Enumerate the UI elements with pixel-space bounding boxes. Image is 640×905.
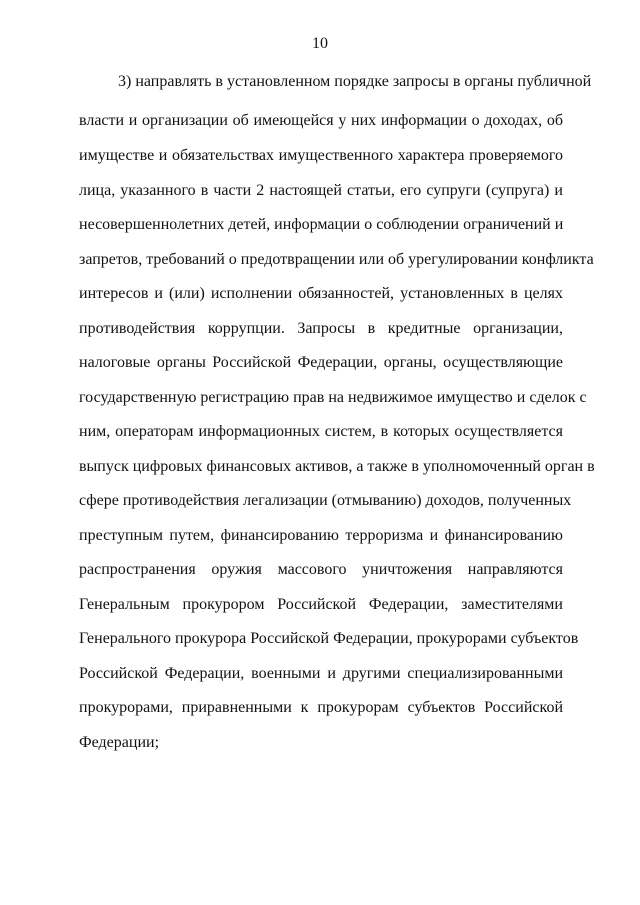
paragraph-line: сфере противодействия легализации (отмыванию) доходов, полученных <box>79 492 572 509</box>
paragraph-line: имуществе и обязательствах имущественного характера проверяемого <box>79 147 563 164</box>
paragraph-line: выпуск цифровых финансовых активов, а также в уполномоченный орган в <box>79 458 595 475</box>
paragraph-line: преступным путем, финансированию терроризма и финансированию <box>79 527 563 544</box>
page-number: 10 <box>312 35 328 52</box>
paragraph-line: Федерации; <box>79 734 160 751</box>
paragraph-line: Российской Федерации, военными и другими специализированными <box>79 665 563 682</box>
paragraph-line: Генеральным прокурором Российской Федерации, заместителями <box>79 596 563 613</box>
paragraph-line: интересов и (или) исполнении обязанностей, установленных в целях <box>79 285 563 302</box>
paragraph-line: противодействия коррупции. Запросы в кредитные организации, <box>79 320 563 337</box>
paragraph-line: налоговые органы Российской Федерации, органы, осуществляющие <box>79 354 563 371</box>
paragraph-line: ним, операторам информационных систем, в которых осуществляется <box>79 423 563 440</box>
paragraph-line: Генерального прокурора Российской Федерации, прокурорами субъектов <box>79 630 579 647</box>
paragraph-line: распространения оружия массового уничтожения направляются <box>79 561 563 578</box>
paragraph-line: несовершеннолетних детей, информации о соблюдении ограничений и <box>79 216 564 233</box>
paragraph-line: запретов, требований о предотвращении или об урегулировании конфликта <box>79 251 594 268</box>
paragraph-line: власти и организации об имеющейся у них информации о доходах, об <box>79 112 563 129</box>
paragraph-line: 3) направлять в установленном порядке запросы в органы публичной <box>118 73 592 90</box>
paragraph-line: лица, указанного в части 2 настоящей статьи, его супруги (супруга) и <box>79 182 563 199</box>
paragraph-line: государственную регистрацию прав на недвижимое имущество и сделок с <box>79 389 587 406</box>
paragraph-line: прокурорами, приравненными к прокурорам субъектов Российской <box>79 699 563 716</box>
